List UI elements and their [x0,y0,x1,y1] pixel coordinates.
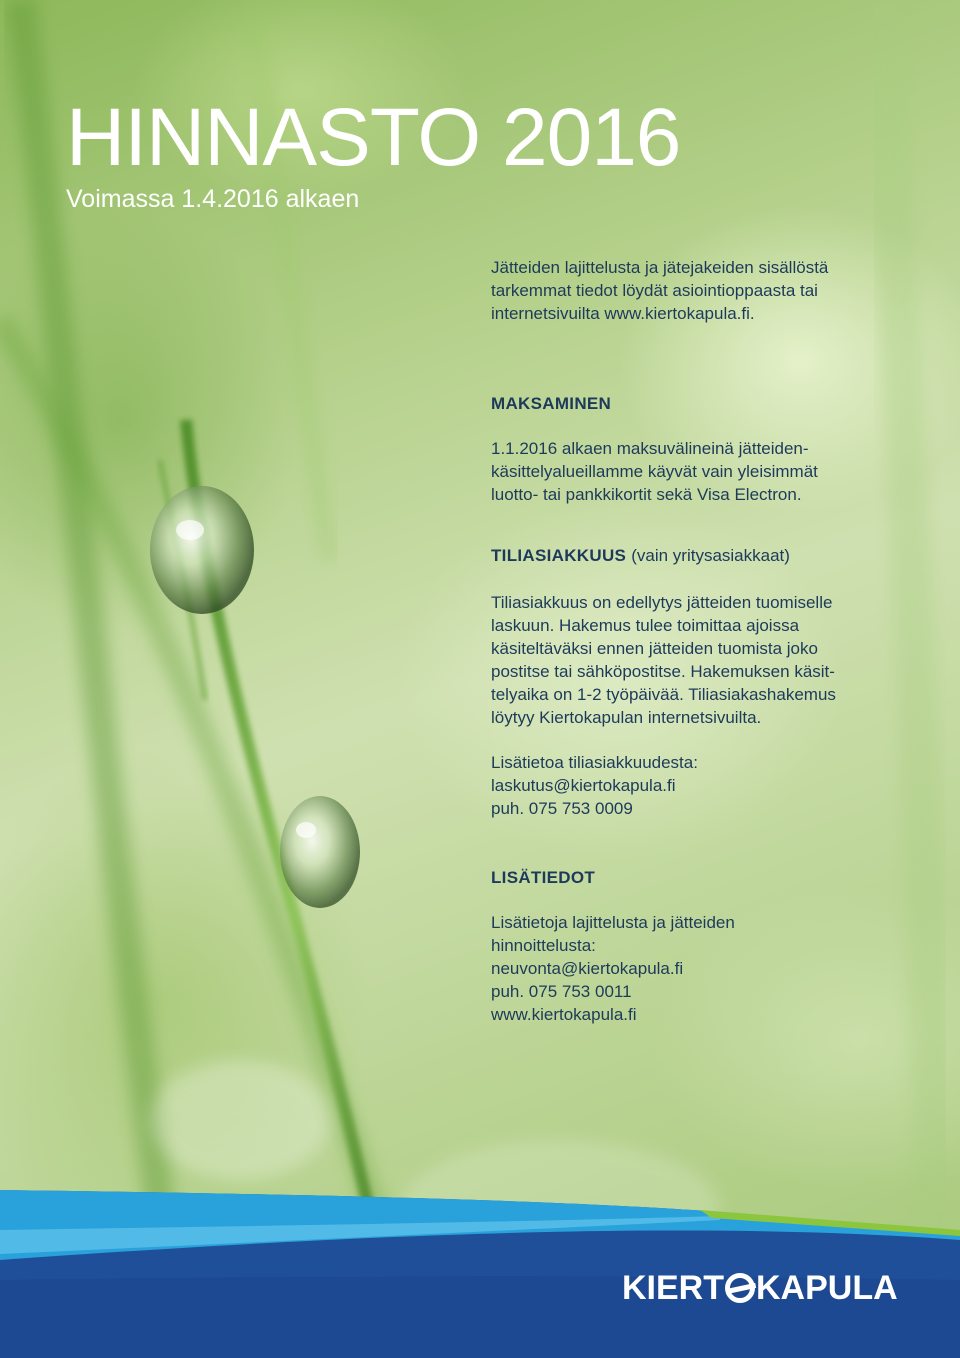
billing-email-link[interactable]: laskutus@kiertokapula.fi [491,776,676,795]
page-title: HINNASTO 2016 [66,92,681,183]
logo-ring-icon [725,1273,755,1303]
section-lisatiedot [491,866,931,1026]
text-line: Lisätietoa tiliasiakkuudesta: [491,753,698,772]
intro-paragraph [491,256,931,325]
billing-phone: puh. 075 753 0009 [491,799,633,818]
text-line: löytyy Kiertokapulan internetsivuilta. [491,708,762,727]
text-line: Jätteiden lajittelusta ja jätejakeiden sisällöstä [491,258,829,277]
kiertokapula-logo [622,1268,912,1308]
title-block [66,92,766,214]
text-line: Tiliasiakkuus on edellytys jätteiden tuomiselle [491,593,833,612]
text-line: käsiteltäväksi ennen jätteiden tuomista joko [491,639,818,658]
text-line: Lisätietoja lajittelusta ja jätteiden [491,913,735,932]
text-line: postitse tai sähköpostitse. Hakemuksen käsit- [491,662,835,681]
section-heading-note: (vain yritysasiakkaat) [631,546,790,565]
text-line: telyaika on 1-2 työpäivää. Tiliasiakashakemus [491,685,836,704]
text-line: 1.1.2016 alkaen maksuvälineinä jätteiden- [491,439,809,458]
content-column [491,256,931,1026]
section-heading-lisatiedot: LISÄTIEDOT [491,868,596,887]
section-heading-text: TILIASIAKKUUS [491,546,627,565]
website-link[interactable]: www.kiertokapula.fi [491,1005,637,1024]
advice-phone: puh. 075 753 0011 [491,982,632,1001]
logo-text-part2: KAPULA [756,1269,898,1307]
section-tiliasiakkuus [491,544,931,820]
section-maksaminen [491,392,931,506]
brand-swoosh [0,1170,960,1358]
validity-subtitle: Voimassa 1.4.2016 alkaen [66,185,360,213]
text-line: laskuun. Hakemus tulee toimittaa ajoissa [491,616,800,635]
section-heading-maksaminen: MAKSAMINEN [491,394,612,413]
text-line: hinnoittelusta: [491,936,596,955]
section-heading-tiliasiakkuus [491,544,931,567]
text-line: luotto- tai pankkikortit sekä Visa Electron. [491,485,802,504]
text-line: internetsivuilta www.kiertokapula.fi. [491,304,755,323]
text-line: tarkemmat tiedot löydät asiointioppaasta tai [491,281,818,300]
logo-text-part1: KIERT [622,1269,724,1307]
text-line: käsittelyalueillamme käyvät vain yleisimmät [491,462,818,481]
advice-email-link[interactable]: neuvonta@kiertokapula.fi [491,959,684,978]
